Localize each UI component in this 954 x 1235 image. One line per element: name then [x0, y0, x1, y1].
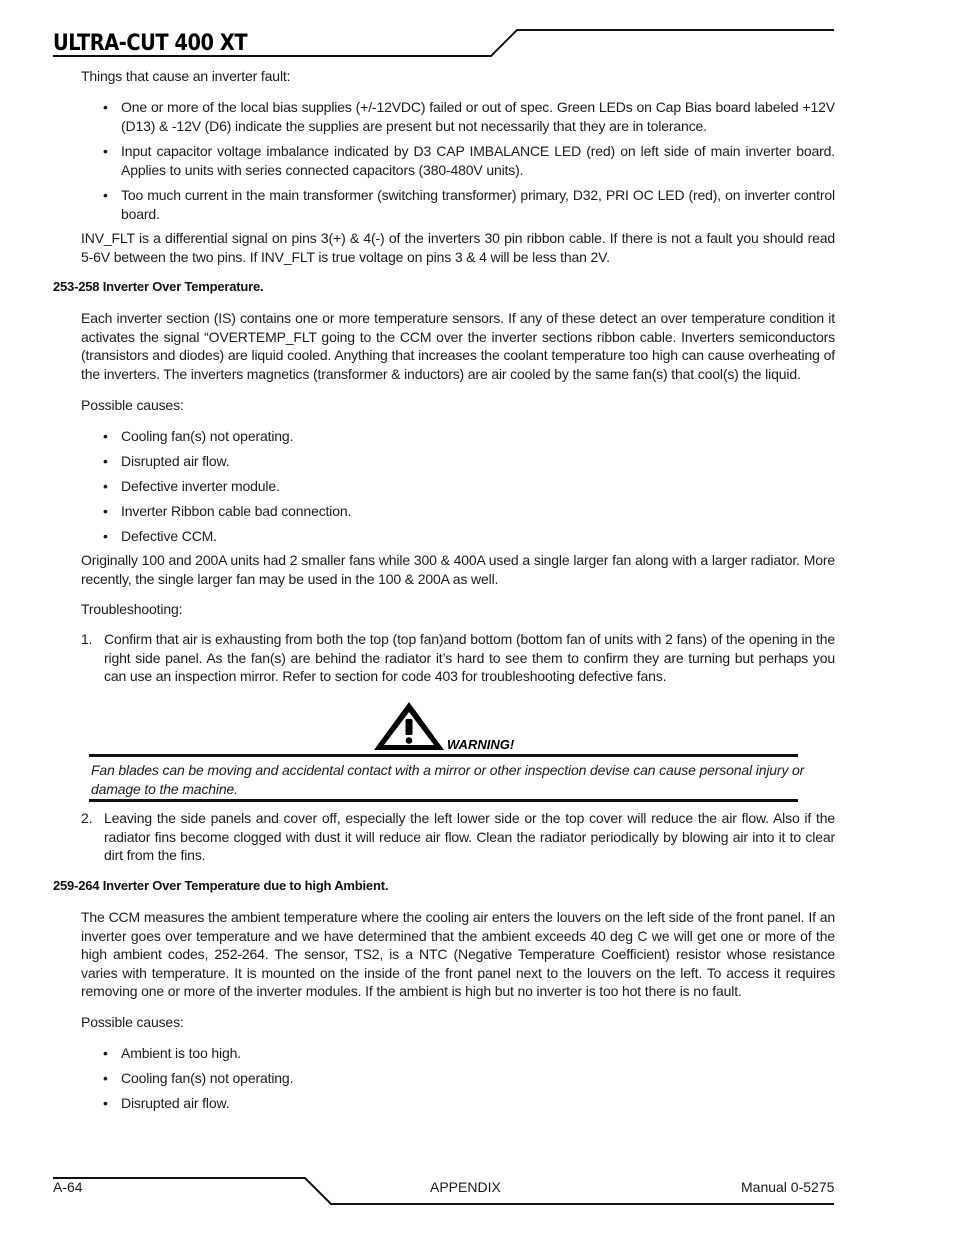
document-title: ULTRA-CUT 400 XT	[53, 31, 248, 56]
section-paragraph: Each inverter section (IS) contains one or more temperature sensors. If any of these detect an over temperature condition it activates the signal “OVERTEMP_FLT going to the CCM over the inverter sections ribbon cable. Inverters semiconductors (transistors and diodes) are liquid cooled. Anything that increases the coolant temperature too high can cause overheating of the inverters. The inverters magnetics (transformer & inductors) are air cooled by the same fan(s) that cool(s) the liquid.	[81, 310, 835, 382]
list-item-text: Cooling fan(s) not operating.	[121, 1070, 294, 1086]
warning-label: WARNING!	[447, 737, 515, 752]
list-item-text: Inverter Ribbon cable bad connection.	[121, 503, 352, 519]
list-item-text: Ambient is too high.	[121, 1045, 241, 1061]
list-item	[103, 527, 835, 546]
warning-top-rule	[89, 754, 798, 757]
list-item-text: Disrupted air flow.	[121, 1095, 230, 1111]
list-item-text: Defective CCM.	[121, 528, 217, 544]
list-item-text: Too much current in the main transformer (switching transformer) primary, D32, PRI OC LED (red), on inverter control board.	[121, 187, 835, 222]
section-heading: 253-258 Inverter Over Temperature.	[53, 279, 264, 294]
intro-text: Things that cause an inverter fault:	[81, 68, 291, 84]
list-item	[103, 477, 835, 496]
list-item	[103, 1094, 835, 1113]
bullet: •	[103, 528, 108, 544]
fans-paragraph: Originally 100 and 200A units had 2 smaller fans while 300 & 400A used a single larger fan along with a larger radiator. More recently, the single larger fan may be used in the 100 & 200A as well.	[81, 552, 835, 587]
list-item-text: Disrupted air flow.	[121, 453, 230, 469]
inv-flt-paragraph: INV_FLT is a differential signal on pins 3(+) & 4(-) of the inverters 30 pin ribbon cable. If there is not a fault you should read 5-6V between the two pins. If INV_FLT is true voltage on pins 3 & 4 will be less than 2V.	[81, 230, 835, 265]
warning-bottom-rule	[89, 799, 798, 802]
step-number: 2.	[81, 810, 93, 826]
list-item	[103, 502, 835, 521]
bullet: •	[103, 1095, 108, 1111]
footer-manual-number: Manual 0-5275	[741, 1179, 835, 1195]
list-item	[103, 142, 835, 179]
list-item	[103, 452, 835, 471]
numbered-step	[81, 809, 835, 865]
bullet: •	[103, 143, 108, 159]
troubleshooting-label: Troubleshooting:	[81, 601, 183, 617]
list-item	[103, 427, 835, 446]
list-item-text: Defective inverter module.	[121, 478, 280, 494]
list-item-text: One or more of the local bias supplies (+/-12VDC) failed or out of spec. Green LEDs on Cap Bias board labeled +12V (D13) & -12V (D6) indicate the supplies are present but not necessarily that they are in tolerance.	[121, 99, 835, 134]
footer-page-number: A-64	[53, 1179, 83, 1195]
list-item	[103, 186, 835, 223]
bullet: •	[103, 503, 108, 519]
list-item-text: Cooling fan(s) not operating.	[121, 428, 294, 444]
section-paragraph: The CCM measures the ambient temperature where the cooling air enters the louvers on the left side of the front panel. If an inverter goes over temperature and we have determined that the ambient exceeds 40 deg C we will get one or more of the high ambient codes, 252-264. The sensor, TS2, is a NTC (Negative Temperature Coefficient) resistor whose resistance varies with temperature. It is mounted on the inside of the front panel next to the louvers on the left. To access it requires removing one or more of the inverter modules. If the ambient is high but no inverter is too hot there is no fault.	[81, 909, 835, 999]
bullet: •	[103, 1045, 108, 1061]
bullet: •	[103, 453, 108, 469]
warning-icon	[372, 700, 446, 752]
list-item	[103, 1069, 835, 1088]
step-text: Confirm that air is exhausting from both the top (top fan)and bottom (bottom fan of units with 2 fans) of the opening in the right side panel. As the fan(s) are behind the radiator it’s hard to see them to confirm they are turning but perhaps you can use an inspection mirror. Refer to section for code 403 for troubleshooting defective fans.	[104, 631, 835, 684]
bullet: •	[103, 99, 108, 115]
step-text: Leaving the side panels and cover off, especially the left lower side or the top cover will reduce the air flow. Also if the radiator fins become clogged with dust it will reduce air flow. Clean the radiator periodically by blowing air into it to clear dirt from the fins.	[104, 810, 835, 863]
bullet: •	[103, 478, 108, 494]
causes-label: Possible causes:	[81, 1014, 184, 1030]
footer-section: APPENDIX	[430, 1179, 501, 1195]
section-heading: 259-264 Inverter Over Temperature due to high Ambient.	[53, 878, 389, 893]
list-item-text: Input capacitor voltage imbalance indicated by D3 CAP IMBALANCE LED (red) on left side of main inverter board. Applies to units with series connected capacitors (380-480V units).	[121, 143, 835, 178]
causes-label: Possible causes:	[81, 397, 184, 413]
bullet: •	[103, 1070, 108, 1086]
bullet: •	[103, 187, 108, 203]
warning-text: Fan blades can be moving and accidental contact with a mirror or other inspection devise can cause personal injury or damage to the machine.	[91, 762, 805, 797]
list-item	[103, 98, 835, 135]
numbered-step	[81, 630, 835, 686]
list-item	[103, 1044, 835, 1063]
bullet: •	[103, 428, 108, 444]
step-number: 1.	[81, 631, 93, 647]
